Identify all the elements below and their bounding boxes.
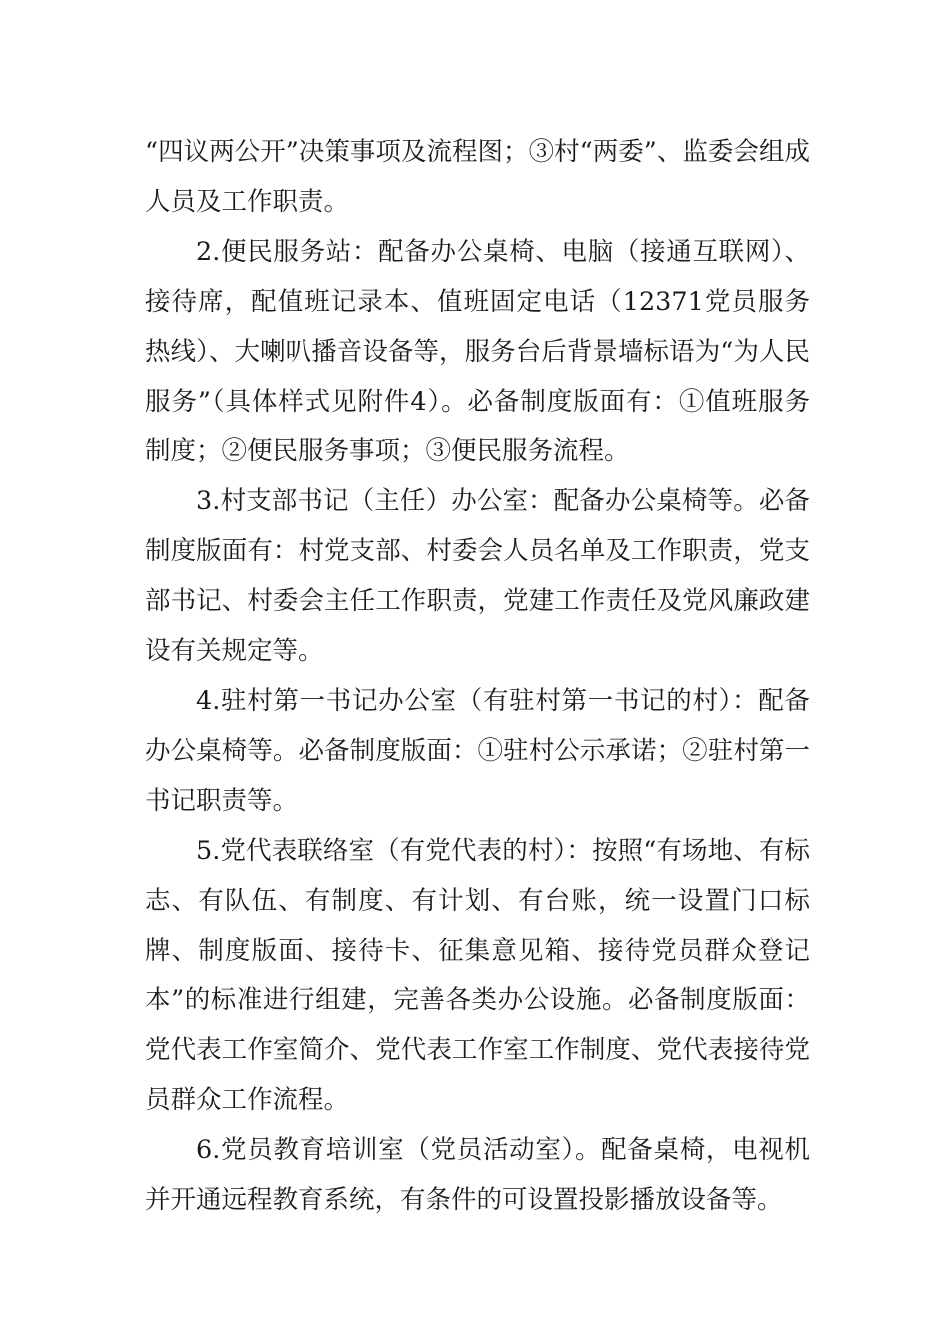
paragraph-party-rep-liaison: 5.党代表联络室（有党代表的村）：按照“有场地、有标志、有队伍、有制度、有计划、有台账，统一设置门口标牌、制度版面、接待卡、征集意见箱、接待党员群众登记本”的标准进行组建，完善各类办公设施。必备制度版面：党代表工作室简介、党代表工作室工作制度、党代表接待党员群众工作流程。 — [145, 835, 810, 1116]
paragraph-first-secretary-office: 4.驻村第一书记办公室（有驻村第一书记的村）：配备办公桌椅等。必备制度版面：①驻村公示承诺；②驻村第一书记职责等。 — [145, 685, 810, 816]
paragraph-service-station: 2.便民服务站：配备办公桌椅、电脑（接通互联网）、接待席，配值班记录本、值班固定电话（12371党员服务热线）、大喇叭播音设备等，服务台后背景墙标语为“为人民服务”（具体样式见附件4）。必备制度版面有：①值班服务制度；②便民服务事项；③便民服务流程。 — [145, 236, 810, 467]
paragraph-training-room: 6.党员教育培训室（党员活动室）。配备桌椅，电视机并开通远程教育系统，有条件的可设置投影播放设备等。 — [145, 1135, 810, 1216]
document-body — [145, 128, 810, 1226]
paragraph-secretary-office: 3.村支部书记（主任）办公室：配备办公桌椅等。必备制度版面有：村党支部、村委会人员名单及工作职责，党支部书记、村委会主任工作职责，党建工作责任及党风廉政建设有关规定等。 — [145, 486, 810, 667]
paragraph-continuation: “四议两公开”决策事项及流程图；③村“两委”、监委会组成人员及工作职责。 — [145, 137, 810, 217]
